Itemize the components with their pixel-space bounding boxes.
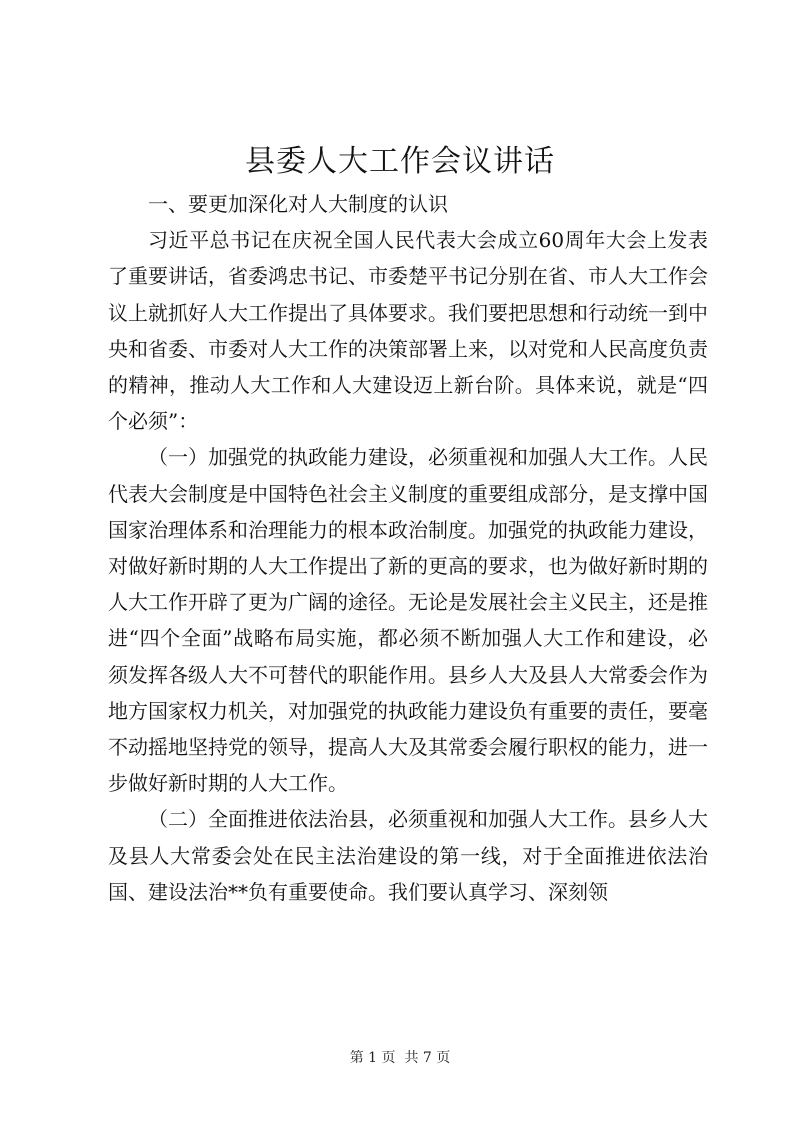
paragraph-point-two: （二）全面推进依法治县，必须重视和加强人大工作。县乡人大及县人大常委会处在民主法治建设的第一线，对于全面推进依法治国、建设法治**负有重要使命。我们要认真学习、深刻领 <box>108 807 708 904</box>
document-title: 县委人大工作会议讲话 <box>245 144 555 179</box>
section-heading: 一、要更加深化对人大制度的认识 <box>148 192 448 216</box>
paragraph-point-one: （一）加强党的执政能力建设，必须重视和加强人大工作。人民代表大会制度是中国特色社会主义制度的重要组成部分，是支撑中国国家治理体系和治理能力的根本政治制度。加强党的执政能力建设，对做好新时期的人大工作提出了新的更高的要求，也为做好新时期的人大工作开辟了更为广阔的途径。无论是发展社会主义民主，还是推进“四个全面”战略布局实施，都必须不断加强人大工作和建设，必须发挥各级人大不可替代的职能作用。县乡人大及县人大常委会作为地方国家权力机关，对加强党的执政能力建设负有重要的责任，要毫不动摇地坚持党的领导，提高人大及其常委会履行职权的能力，进一步做好新时期的人大工作。 <box>108 445 708 796</box>
document-body <box>108 186 708 910</box>
page-number-label: 第 1 页 共 7 页 <box>349 1050 451 1066</box>
paragraph-intro: 习近平总书记在庆祝全国人民代表大会成立60周年大会上发表了重要讲话，省委鸿忠书记、市委楚平书记分别在省、市人大工作会议上就抓好人大工作提出了具体要求。我们要把思想和行动统一到中央和省委、市委对人大工作的决策部署上来，以对党和人民高度负责的精神，推动人大工作和人大建设迈上新台阶。具体来说，就是“四个必须”： <box>108 228 708 434</box>
page-footer <box>0 1048 800 1068</box>
